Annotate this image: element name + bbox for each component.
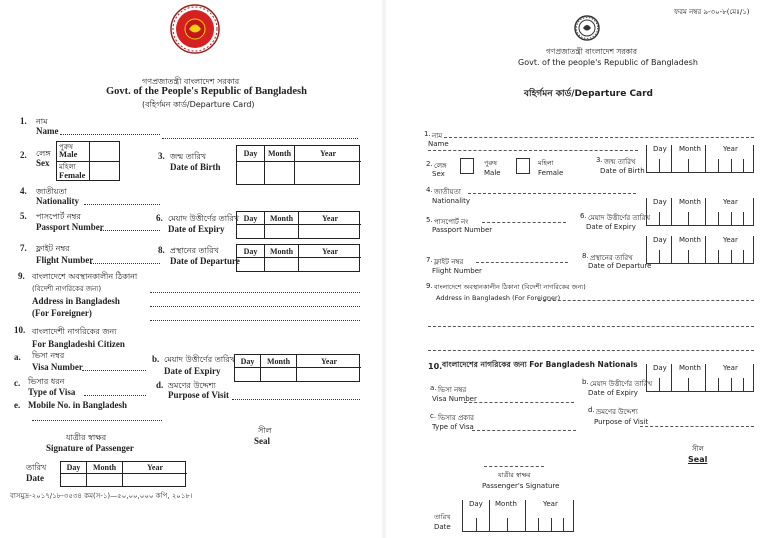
field-number: 9. bbox=[18, 271, 25, 281]
departure-label-en: Date of Departure bbox=[170, 256, 240, 266]
date-label-en: Date bbox=[26, 473, 44, 483]
sex-label-bn: লেঙ্গ bbox=[434, 162, 447, 170]
gov-en-heading: Govt. of the people's Republic of Bangladesh bbox=[518, 58, 698, 67]
name-field-cont[interactable] bbox=[428, 150, 638, 151]
date-label-bn: তারিখ bbox=[434, 513, 451, 521]
nationality-label-en: Nationality bbox=[36, 196, 80, 206]
female-label: Female bbox=[59, 170, 86, 180]
address-field-2[interactable] bbox=[150, 306, 360, 307]
field-number: 10. bbox=[428, 362, 443, 371]
sex-label-bn: লেঙ্গ bbox=[36, 149, 51, 158]
visa-expiry-date-grid[interactable] bbox=[234, 354, 360, 382]
field-number: 4. bbox=[426, 186, 433, 194]
month-header: Month bbox=[265, 245, 299, 258]
male-label: Male bbox=[59, 149, 78, 159]
flight-label-en: Flight Number bbox=[36, 255, 94, 265]
name-field[interactable] bbox=[444, 137, 754, 138]
visa-expiry-label-bn: মেয়াদ উত্তীর্ণের তারিখ bbox=[590, 380, 653, 388]
name-label-bn: নাম bbox=[36, 117, 48, 126]
day-header: Day bbox=[237, 245, 265, 258]
departure-label-en: Date of Departure bbox=[588, 262, 652, 270]
signature-label-en: Signature of Passenger bbox=[46, 443, 134, 453]
field-number: 2. bbox=[20, 150, 27, 160]
departure-label-bn: প্রস্থানের তারিখ bbox=[590, 254, 633, 262]
departure-card-right bbox=[388, 0, 768, 538]
government-emblem-icon bbox=[572, 14, 602, 42]
year-header: Year bbox=[297, 355, 361, 368]
address-field-3[interactable] bbox=[150, 320, 360, 321]
date-label-en: Date bbox=[434, 523, 451, 531]
visa-expiry-label-bn: মেয়াদ উত্তীর্ণের তারিখ bbox=[164, 355, 235, 364]
month-header: Month bbox=[679, 364, 701, 372]
month-header: Month bbox=[87, 462, 123, 474]
nationality-field[interactable] bbox=[468, 193, 636, 194]
signature-date-grid[interactable] bbox=[462, 500, 574, 532]
dob-label-en: Date of Birth bbox=[600, 167, 645, 175]
visa-expiry-label-en: Date of Expiry bbox=[164, 366, 221, 376]
passport-label-bn: পাসপোর্ট নম্বর bbox=[36, 212, 81, 221]
name-field[interactable] bbox=[60, 134, 160, 135]
year-header: Year bbox=[543, 500, 558, 508]
citizen-label-en: For Bangladeshi Citizen bbox=[32, 339, 125, 349]
dob-label-bn: জন্ম তারিখ bbox=[170, 152, 207, 161]
field-number: 5. bbox=[426, 216, 433, 224]
female-label: Female bbox=[538, 169, 564, 177]
field-number: a. bbox=[430, 384, 437, 392]
male-checkbox[interactable] bbox=[89, 142, 119, 160]
day-header: Day bbox=[61, 462, 87, 474]
month-header: Month bbox=[265, 146, 295, 162]
male-label: Male bbox=[484, 169, 501, 177]
year-header: Year bbox=[723, 145, 738, 153]
signature-label-bn: যাত্রীর স্বাক্ষর bbox=[66, 433, 107, 442]
month-header: Month bbox=[265, 212, 299, 225]
day-header: Day bbox=[653, 236, 667, 244]
purpose-field[interactable] bbox=[232, 399, 360, 400]
gov-en-heading: Govt. of the People's Republic of Bangladesh bbox=[106, 86, 307, 97]
male-label-bn: পুরুষ bbox=[484, 159, 497, 167]
field-number: d. bbox=[156, 380, 164, 390]
field-number: 1. bbox=[424, 130, 431, 138]
card-title: (বহির্গমন কার্ড/Departure Card) bbox=[142, 100, 255, 109]
day-header: Day bbox=[235, 355, 261, 368]
visa-label-bn: ভিসা নম্বর bbox=[438, 386, 467, 394]
address-field-1[interactable] bbox=[150, 292, 360, 293]
address-label-en: Address in Bangladesh (For Foreigner) bbox=[436, 294, 561, 302]
seal-label-en: Seal bbox=[688, 455, 708, 464]
visa-type-field[interactable] bbox=[84, 395, 146, 396]
passport-field[interactable] bbox=[482, 222, 566, 223]
mobile-label: Mobile No. in Bangladesh bbox=[28, 400, 128, 410]
field-number: d. bbox=[588, 406, 595, 414]
field-number: 8. bbox=[582, 252, 589, 260]
address-field-2[interactable] bbox=[428, 326, 754, 327]
purpose-label-en: Purpose of Visit bbox=[594, 418, 649, 426]
expiry-date-grid[interactable] bbox=[236, 211, 360, 239]
visa-type-field[interactable] bbox=[472, 430, 576, 431]
month-header: Month bbox=[495, 500, 517, 508]
signature-field[interactable] bbox=[484, 466, 544, 467]
seal-label-en: Seal bbox=[254, 436, 271, 446]
field-number: 9. bbox=[426, 282, 433, 290]
month-header: Month bbox=[679, 198, 701, 206]
name-label-en: Name bbox=[428, 140, 449, 148]
gov-bn-heading: গণপ্রজাতন্ত্রী বাংলাদেশ সরকার bbox=[546, 47, 638, 56]
female-label-bn: মহিলা bbox=[538, 159, 554, 167]
flight-label-bn: ফ্লাইট নম্বর bbox=[434, 258, 464, 266]
field-number: 4. bbox=[20, 186, 27, 196]
nationality-label-bn: জাতীয়তা bbox=[36, 187, 67, 196]
dob-label-en: Date of Birth bbox=[170, 162, 221, 172]
card-title: বহির্গমন কার্ড/Departure Card bbox=[524, 89, 654, 99]
address-field-1[interactable] bbox=[538, 300, 754, 301]
field-number: b. bbox=[582, 378, 589, 386]
day-header: Day bbox=[237, 146, 265, 162]
visa-type-label-en: Type of Visa bbox=[432, 423, 474, 431]
government-seal-icon bbox=[168, 4, 222, 54]
date-label-bn: তারিখ bbox=[26, 463, 47, 472]
address-label-en: Address in Bangladesh bbox=[32, 296, 120, 306]
expiry-label-bn: মেয়াদ উত্তীর্ণের তারিখ bbox=[168, 214, 239, 223]
field-number: 10. bbox=[14, 325, 26, 335]
visa-expiry-date-grid[interactable] bbox=[646, 364, 754, 392]
visa-label-bn: ভিসা নম্বর bbox=[32, 351, 65, 360]
day-header: Day bbox=[237, 212, 265, 225]
expiry-label-bn: মেয়াদ উত্তীর্ণের তারিখ bbox=[588, 214, 651, 222]
female-checkbox[interactable] bbox=[516, 158, 530, 174]
departure-label-bn: প্রস্থানের তারিখ bbox=[170, 246, 219, 255]
field-number: 8. bbox=[158, 245, 165, 255]
field-number: b. bbox=[152, 354, 160, 364]
year-header: Year bbox=[723, 198, 738, 206]
address-label-bn: বাংলাদেশে অবস্থানকালীন ঠিকানা bbox=[32, 272, 138, 281]
name-field-cont[interactable] bbox=[162, 138, 358, 139]
visa-label-en: Visa Number bbox=[32, 362, 83, 372]
field-number: 5. bbox=[20, 211, 27, 221]
field-number: 1. bbox=[20, 116, 27, 126]
passport-label-bn: পাসপোর্ট নং bbox=[434, 218, 469, 226]
day-header: Day bbox=[653, 145, 667, 153]
year-header: Year bbox=[299, 212, 361, 225]
visa-type-label-bn: ভিসার ধরন bbox=[28, 377, 65, 386]
male-label-bn: পুরুষ bbox=[59, 143, 73, 151]
sex-label-en: Sex bbox=[36, 158, 50, 168]
expiry-label-en: Date of Expiry bbox=[168, 224, 225, 234]
signature-label-bn: যাত্রীর স্বাক্ষর bbox=[498, 471, 531, 479]
print-footer: বাসমুদ্র-২০১৭/১৮-৩৫৩৪ কম(স-১)—৫০,০০,০০০ কপি, ২০১৮। bbox=[10, 492, 193, 500]
field-number: 6. bbox=[580, 212, 587, 220]
month-header: Month bbox=[679, 236, 701, 244]
passport-field[interactable] bbox=[100, 230, 160, 231]
gov-bn-heading: গণপ্রজাতন্ত্রী বাংলাদেশ সরকার bbox=[142, 77, 240, 86]
field-number: 6. bbox=[156, 213, 163, 223]
dob-date-grid[interactable] bbox=[646, 145, 754, 173]
departure-card-left bbox=[0, 0, 380, 538]
visa-field[interactable] bbox=[464, 402, 574, 403]
nationality-field[interactable] bbox=[84, 204, 160, 205]
field-number: 7. bbox=[20, 243, 27, 253]
departure-date-grid[interactable] bbox=[646, 236, 754, 264]
signature-date-grid[interactable] bbox=[60, 461, 186, 487]
field-number: e. bbox=[14, 400, 21, 410]
day-header: Day bbox=[653, 364, 667, 372]
address-label-en2: (For Foreigner) bbox=[32, 308, 92, 318]
passport-label-en: Passport Number bbox=[36, 222, 104, 232]
address-label-bn: বাংলাদেশে অবস্থানকালীন ঠিকানা (বিদেশী নাগরিকের জন্য) bbox=[434, 283, 586, 291]
year-header: Year bbox=[723, 364, 738, 372]
flight-label-bn: ফ্লাইট নম্বর bbox=[36, 244, 70, 253]
nationality-label-en: Nationality bbox=[432, 197, 471, 205]
passport-label-en: Passport Number bbox=[432, 226, 493, 234]
year-header: Year bbox=[295, 146, 361, 162]
visa-label-en: Visa Number bbox=[432, 395, 477, 403]
address-label-bn2: (বিদেশী নাগরিকের জন্য) bbox=[32, 285, 102, 293]
dob-date-grid[interactable] bbox=[236, 145, 360, 185]
field-number: a. bbox=[14, 352, 21, 362]
purpose-label-bn: ভ্রমণের উদ্দেশ্য bbox=[168, 381, 216, 390]
expiry-date-grid[interactable] bbox=[646, 198, 754, 226]
male-checkbox[interactable] bbox=[460, 158, 474, 174]
field-number: c. bbox=[430, 412, 437, 420]
year-header: Year bbox=[299, 245, 361, 258]
flight-field[interactable] bbox=[90, 263, 160, 264]
citizen-label-bn: বাংলাদেশী নাগরিকের জন্য bbox=[32, 327, 117, 336]
purpose-label-bn: ভ্রমণের উদ্দেশ্য bbox=[596, 408, 638, 416]
form-number: ফরম নম্বর ৯-৩০-৮(মেঃ/১) bbox=[674, 8, 750, 16]
field-number: 3. bbox=[158, 151, 165, 161]
month-header: Month bbox=[679, 145, 701, 153]
mobile-field[interactable] bbox=[32, 420, 162, 421]
field-number: 7. bbox=[426, 256, 433, 264]
purpose-label-en: Purpose of Visit bbox=[168, 390, 230, 400]
visa-type-label-bn: ভিসার প্রকার bbox=[438, 414, 474, 422]
female-label-bn: মহিলা bbox=[59, 163, 76, 171]
visa-type-label-en: Type of Visa bbox=[28, 387, 76, 397]
day-header: Day bbox=[653, 198, 667, 206]
seal-label-bn: সীল bbox=[258, 426, 272, 435]
day-header: Day bbox=[469, 500, 483, 508]
visa-field[interactable] bbox=[82, 370, 146, 371]
field-number: 2. bbox=[426, 160, 433, 168]
purpose-field[interactable] bbox=[640, 426, 754, 427]
seal-label-bn: সীল bbox=[692, 445, 704, 453]
month-header: Month bbox=[261, 355, 297, 368]
year-header: Year bbox=[723, 236, 738, 244]
flight-field[interactable] bbox=[476, 262, 568, 263]
citizen-label: বাংলাদেশের নাগরিকের জন্য For Bangladesh Nationals bbox=[442, 360, 638, 369]
name-label-en: Name bbox=[36, 126, 59, 136]
field-number: 3. bbox=[596, 156, 603, 164]
departure-date-grid[interactable] bbox=[236, 244, 360, 272]
name-label-bn: নাম bbox=[432, 132, 443, 140]
field-number: c. bbox=[14, 378, 21, 388]
nationality-label-bn: জাতীয়তা bbox=[434, 188, 461, 196]
visa-expiry-label-en: Date of Expiry bbox=[588, 389, 638, 397]
flight-label-en: Flight Number bbox=[432, 267, 482, 275]
expiry-label-en: Date of Expiry bbox=[586, 223, 636, 231]
dob-label-bn: জন্ম তারিখ bbox=[604, 158, 636, 166]
page-divider bbox=[382, 0, 386, 538]
female-checkbox[interactable] bbox=[89, 161, 119, 180]
sex-label-en: Sex bbox=[432, 170, 445, 178]
address-field-3[interactable] bbox=[428, 350, 754, 351]
year-header: Year bbox=[123, 462, 187, 474]
signature-label-en: Passenger's Signature bbox=[482, 482, 560, 490]
